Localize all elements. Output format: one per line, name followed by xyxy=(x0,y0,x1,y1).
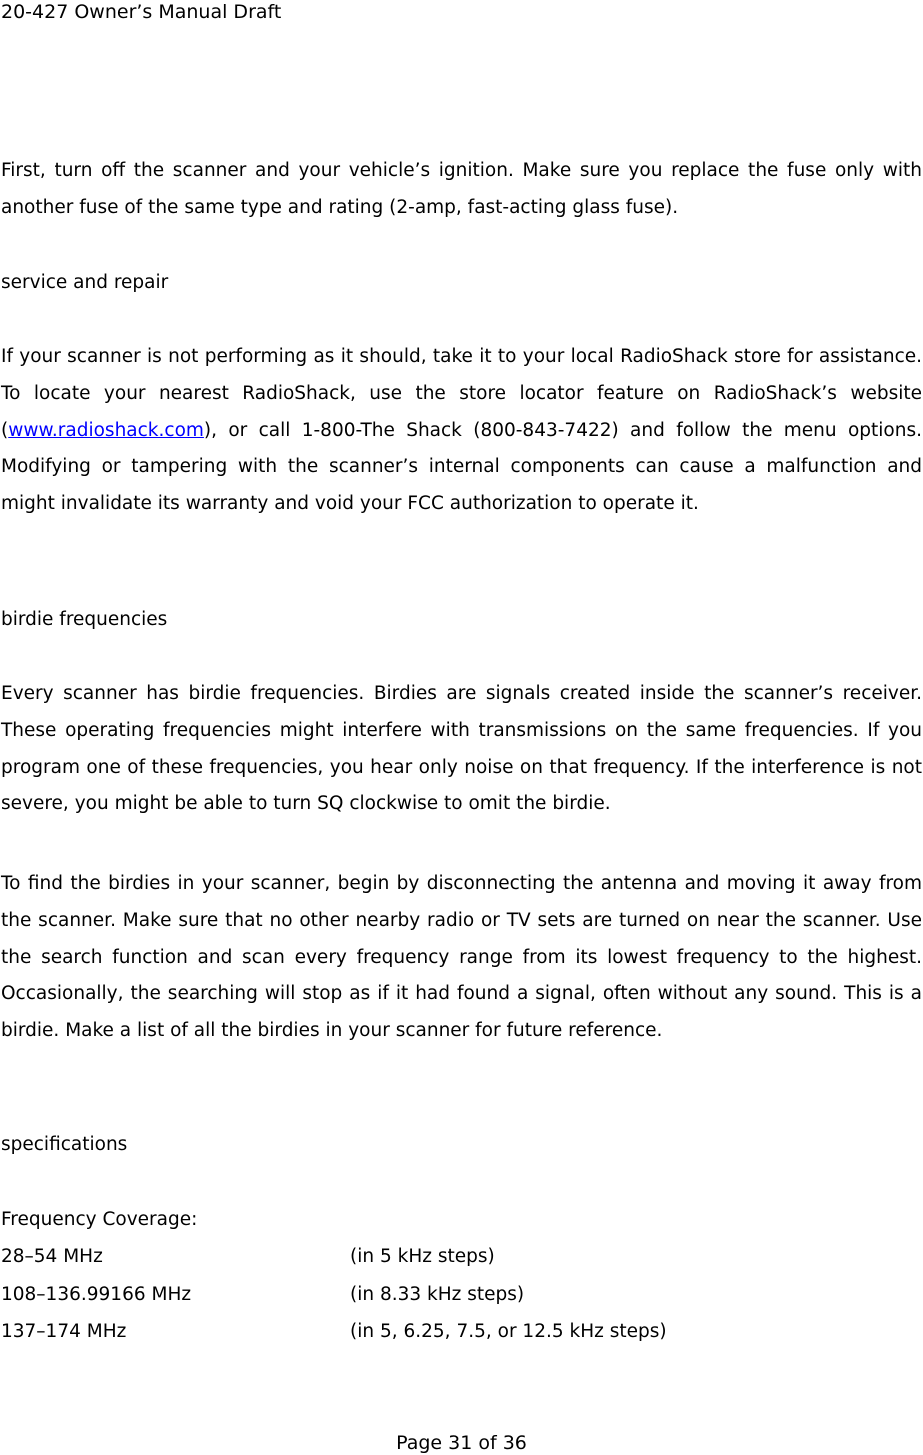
frequency-steps: (in 5, 6.25, 7.5, or 12.5 kHz steps) xyxy=(350,1321,667,1342)
fuse-paragraph: First, turn off the scanner and your vehicle’s ignition. Make sure you replace the fuse only with another fuse of the same type and rating (2-amp, fast-acting glass fuse). xyxy=(1,160,922,218)
frequency-steps: (in 5 kHz steps) xyxy=(350,1246,495,1267)
service-heading: service and repair xyxy=(1,272,169,293)
frequency-steps: (in 8.33 kHz steps) xyxy=(350,1284,525,1305)
frequency-coverage-label: Frequency Coverage: xyxy=(1,1209,198,1230)
service-paragraph xyxy=(1,339,922,523)
birdie-heading: birdie frequencies xyxy=(1,609,168,630)
service-text-before-link: If your scanner is not performing as it should, take it to your local RadioShack store for assistance. To locate your nearest RadioShack, use the store locator feature on RadioShack’s website ( xyxy=(1,346,922,441)
birdie-paragraph-1: Every scanner has birdie frequencies. Birdies are signals created inside the scanner’s receiver. These operating frequencies might interfere with transmissions on the same frequencies. If you program one of these frequencies, you hear only noise on that frequency. If the interference is not severe, you might be able to turn SQ clockwise to omit the birdie. xyxy=(1,683,922,815)
frequency-range: 108–136.99166 MHz xyxy=(1,1284,192,1305)
frequency-range: 137–174 MHz xyxy=(1,1321,127,1342)
page-header-title: 20-427 Owner’s Manual Draft xyxy=(1,1,282,23)
radioshack-website-link[interactable]: www.radioshack.com xyxy=(8,419,204,441)
frequency-range: 28–54 MHz xyxy=(1,1246,103,1267)
page-number: Page 31 of 36 xyxy=(396,1432,527,1454)
birdie-paragraph-2: To find the birdies in your scanner, begin by disconnecting the antenna and moving it away from the scanner. Make sure that no other nearby radio or TV sets are turned on near the scanner. Use the search function and scan every frequency range from its lowest frequency to the highest. Occasionally, the searching will stop as if it had found a signal, often without any sound. This is a birdie. Make a list of all the birdies in your scanner for future reference. xyxy=(1,873,922,1042)
service-text-after-link: ), or call 1-800-The Shack (800-843-7422) and follow the menu options. Modifying or tampering with the scanner’s internal components can cause a malfunction and might invalidate its warranty and void your FCC authorization to operate it. xyxy=(1,419,922,515)
specifications-heading: specifications xyxy=(1,1134,128,1155)
